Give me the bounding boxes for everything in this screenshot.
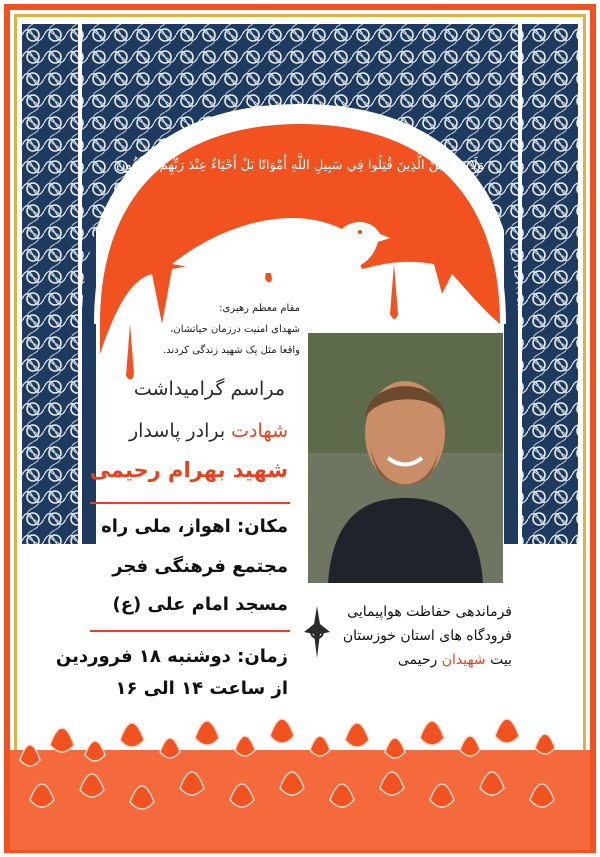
place-line-3: مسجد امام علی (ع) xyxy=(112,594,288,615)
quote-line: شهدای امنیت درزمان حیاتشان، xyxy=(170,324,300,335)
divider-top xyxy=(90,502,290,504)
quote-line: مقام معظم رهبری: xyxy=(219,303,300,314)
portrait-image xyxy=(308,333,503,583)
time-line-2: از ساعت ۱۴ الی ۱۶ xyxy=(115,678,288,699)
martyrdom-line xyxy=(58,420,288,442)
organizer-line-2: فرودگاه های استان خوزستان xyxy=(342,628,512,644)
martyr-photo xyxy=(308,333,503,583)
family-name: رحیمی xyxy=(397,652,438,668)
rank-label: برادر پاسدار xyxy=(128,420,226,442)
martyr-name: شهید بهرام رحیمی xyxy=(89,458,288,482)
house-label: بیت xyxy=(490,652,512,668)
martyrdom-word: شهادت xyxy=(231,420,288,442)
quote-line: واقعا مثل یک شهید زندگی کردند. xyxy=(163,345,300,356)
leader-quote xyxy=(70,298,300,361)
place-line-1: مکان: اهواز، ملی راه xyxy=(101,516,288,537)
martyrs-word: شهیدان xyxy=(441,652,486,668)
organizer-line-1: فرماندهی حفاظت هواپیمایی xyxy=(347,604,512,620)
calligraphy-text: وَلَا تَحْسَبَنَّ الَّذِينَ قُتِلُوا فِي سَبِيلِ اللَّهِ أَمْوَاتًا بَلْ أَحْيَاءٌ عِنْدَ رَبِّهِمْ يُرْزَقُونَ xyxy=(115,158,485,173)
place-line-2: مجتمع فرهنگی فجر xyxy=(112,556,288,577)
divider-bottom xyxy=(90,630,290,632)
tulip-field-decoration xyxy=(10,690,590,850)
time-line-1: زمان: دوشنبه ۱۸ فروردین xyxy=(55,646,288,667)
ceremony-title: مراسم گرامیداشت xyxy=(133,378,285,400)
irgc-emblem-icon xyxy=(300,604,334,660)
